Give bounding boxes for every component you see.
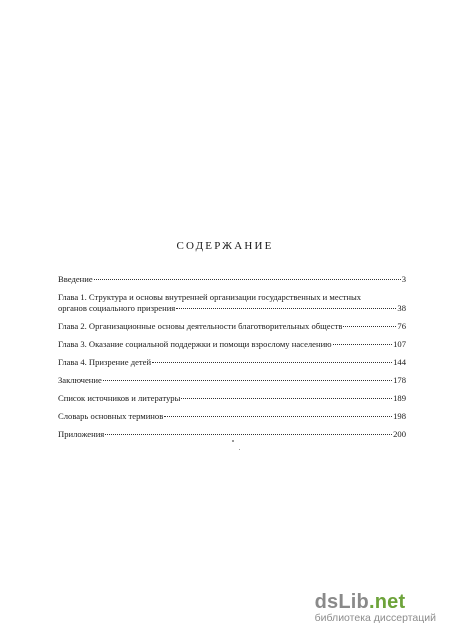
scan-speck	[232, 440, 234, 442]
leader-dots	[103, 379, 392, 381]
toc-entry-label: Заключение	[58, 375, 102, 385]
leader-dots	[343, 325, 396, 327]
page-title: СОДЕРЖАНИЕ	[176, 240, 274, 252]
toc-entry-introduction	[58, 274, 406, 292]
toc-entry-conclusion	[58, 375, 406, 393]
leader-dots	[181, 397, 392, 399]
toc-entry-appendices	[58, 429, 406, 447]
toc-entry-page: 144	[393, 357, 406, 367]
toc-entry-label: Глава 2. Организационные основы деятельности благотворительных обществ	[58, 321, 343, 331]
watermark-logo-suffix: .net	[368, 591, 406, 613]
toc-entry-page: 38	[397, 303, 406, 313]
toc-entry-label: Глава 1. Структура и основы внутренней организации государственных и местных	[58, 292, 362, 302]
toc-entry-chapter-2	[58, 321, 406, 339]
toc-entry-chapter-3	[58, 339, 406, 357]
toc-entry-label: органов социального призрения	[58, 303, 176, 313]
scan-speck	[239, 449, 240, 450]
toc-entry-label: Приложения	[58, 429, 105, 439]
toc-entry-sources	[58, 393, 406, 411]
toc-entry-label: Введение	[58, 274, 93, 284]
watermark-logo	[315, 591, 436, 614]
toc-entry-page: 200	[393, 429, 406, 439]
watermark-logo-main: dsLib	[314, 591, 369, 613]
toc-entry-label: Список источников и литературы	[58, 393, 181, 403]
toc-entry-page: 107	[393, 339, 406, 349]
toc-entry-label: Глава 4. Призрение детей	[58, 357, 152, 367]
leader-dots	[152, 361, 392, 363]
toc-entry-page: 178	[393, 375, 406, 385]
watermark-subtitle: библиотека диссертаций	[314, 612, 436, 624]
toc-entry-page: 189	[393, 393, 406, 403]
leader-dots	[164, 415, 392, 417]
toc-entry-label: Словарь основных терминов	[58, 411, 164, 421]
leader-dots	[176, 307, 396, 309]
site-watermark	[315, 591, 436, 624]
toc-entry-chapter-1	[58, 303, 406, 321]
leader-dots	[105, 433, 392, 435]
table-of-contents	[58, 274, 406, 447]
toc-entry-page: 76	[397, 321, 406, 331]
toc-entry-label: Глава 3. Оказание социальной поддержки и помощи взрослому населению	[58, 339, 332, 349]
toc-entry-chapter-4	[58, 357, 406, 375]
toc-entry-page: 3	[401, 274, 406, 284]
toc-entry-page: 198	[393, 411, 406, 421]
toc-entry-chapter-1-line-1	[58, 292, 406, 303]
leader-dots	[94, 278, 401, 280]
toc-entry-glossary	[58, 411, 406, 429]
leader-dots	[333, 343, 393, 345]
